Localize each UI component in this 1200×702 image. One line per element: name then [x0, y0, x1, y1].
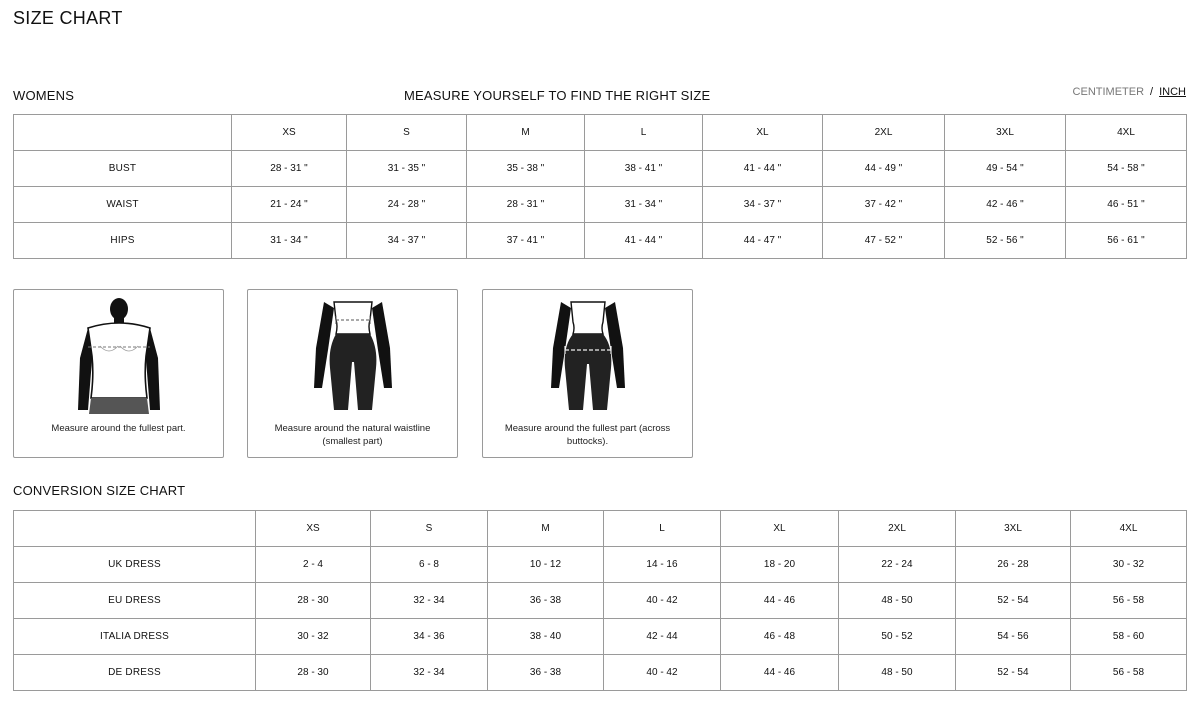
table-cell: 34 - 36 [371, 619, 488, 655]
table-cell: 40 - 42 [604, 583, 721, 619]
table-cell: 37 - 42 " [823, 187, 945, 223]
table-cell: 28 - 30 [256, 583, 371, 619]
table-cell: 44 - 49 " [823, 151, 945, 187]
table-cell: 18 - 20 [721, 547, 839, 583]
table-cell: 21 - 24 " [232, 187, 347, 223]
size-header: 4XL [1071, 511, 1187, 547]
unit-separator: / [1150, 86, 1154, 98]
table-row [14, 223, 1187, 259]
size-header: 2XL [839, 511, 956, 547]
table-cell: 52 - 56 " [945, 223, 1066, 259]
table-cell: 28 - 31 " [232, 151, 347, 187]
bust-measure-card [13, 289, 224, 458]
size-header: M [488, 511, 604, 547]
table-cell: 30 - 32 [256, 619, 371, 655]
waist-caption: Measure around the natural waistline (smallest part) [274, 423, 431, 447]
size-header: 2XL [823, 115, 945, 151]
size-header: L [585, 115, 703, 151]
table-cell: 52 - 54 [956, 655, 1071, 691]
table-cell: 46 - 51 " [1066, 187, 1187, 223]
unit-toggle [1073, 86, 1186, 98]
table-row [14, 619, 1187, 655]
page-title: SIZE CHART [13, 8, 123, 28]
conversion-section-label: CONVERSION SIZE CHART [13, 483, 186, 498]
table-cell: 47 - 52 " [823, 223, 945, 259]
table-row [14, 583, 1187, 619]
table-cell: 2 - 4 [256, 547, 371, 583]
hips-caption: Measure around the fullest part (across buttocks). [504, 423, 671, 447]
table-cell: 44 - 46 [721, 583, 839, 619]
table-header-row [14, 115, 1187, 151]
table-cell: 36 - 38 [488, 655, 604, 691]
waist-measure-card [247, 289, 458, 458]
table-cell: 14 - 16 [604, 547, 721, 583]
table-cell: 56 - 58 [1071, 655, 1187, 691]
table-cell: 58 - 60 [1071, 619, 1187, 655]
table-cell: 35 - 38 " [467, 151, 585, 187]
size-header: S [371, 511, 488, 547]
table-row [14, 547, 1187, 583]
womens-section-label: WOMENS [13, 88, 75, 103]
size-header: XL [721, 511, 839, 547]
table-cell: 49 - 54 " [945, 151, 1066, 187]
size-header: XS [256, 511, 371, 547]
table-cell: 56 - 61 " [1066, 223, 1187, 259]
table-cell: 48 - 50 [839, 655, 956, 691]
table-cell: 38 - 41 " [585, 151, 703, 187]
table-cell: 44 - 46 [721, 655, 839, 691]
row-label: EU DRESS [14, 583, 256, 619]
table-cell: 38 - 40 [488, 619, 604, 655]
womens-size-table [13, 114, 1187, 259]
header-corner-cell [14, 115, 232, 151]
size-header: 3XL [945, 115, 1066, 151]
table-cell: 32 - 34 [371, 583, 488, 619]
table-cell: 10 - 12 [488, 547, 604, 583]
table-cell: 52 - 54 [956, 583, 1071, 619]
table-cell: 31 - 34 " [232, 223, 347, 259]
row-label: ITALIA DRESS [14, 619, 256, 655]
table-cell: 32 - 34 [371, 655, 488, 691]
table-cell: 28 - 31 " [467, 187, 585, 223]
table-cell: 22 - 24 [839, 547, 956, 583]
table-cell: 54 - 58 " [1066, 151, 1187, 187]
table-cell: 42 - 46 " [945, 187, 1066, 223]
table-cell: 37 - 41 " [467, 223, 585, 259]
row-label: BUST [14, 151, 232, 187]
size-header: M [467, 115, 585, 151]
table-cell: 56 - 58 [1071, 583, 1187, 619]
table-cell: 30 - 32 [1071, 547, 1187, 583]
size-header: 4XL [1066, 115, 1187, 151]
table-cell: 42 - 44 [604, 619, 721, 655]
table-cell: 34 - 37 " [703, 187, 823, 223]
header-corner-cell [14, 511, 256, 547]
table-cell: 36 - 38 [488, 583, 604, 619]
table-cell: 41 - 44 " [703, 151, 823, 187]
table-cell: 48 - 50 [839, 583, 956, 619]
size-header: XL [703, 115, 823, 151]
hips-figure-illustration [543, 298, 633, 414]
table-cell: 44 - 47 " [703, 223, 823, 259]
table-cell: 54 - 56 [956, 619, 1071, 655]
row-label: HIPS [14, 223, 232, 259]
row-label: DE DRESS [14, 655, 256, 691]
conversion-size-table [13, 510, 1187, 691]
table-cell: 40 - 42 [604, 655, 721, 691]
size-header: 3XL [956, 511, 1071, 547]
measure-yourself-heading: MEASURE YOURSELF TO FIND THE RIGHT SIZE [404, 88, 711, 103]
table-row [14, 655, 1187, 691]
table-cell: 34 - 37 " [347, 223, 467, 259]
bust-figure-illustration [74, 298, 164, 414]
table-cell: 24 - 28 " [347, 187, 467, 223]
table-cell: 31 - 34 " [585, 187, 703, 223]
table-cell: 46 - 48 [721, 619, 839, 655]
row-label: WAIST [14, 187, 232, 223]
table-cell: 41 - 44 " [585, 223, 703, 259]
table-header-row [14, 511, 1187, 547]
size-header: L [604, 511, 721, 547]
bust-caption: Measure around the fullest part. [51, 423, 186, 434]
unit-centimeter-option[interactable]: CENTIMETER [1072, 86, 1145, 98]
table-cell: 31 - 35 " [347, 151, 467, 187]
table-cell: 26 - 28 [956, 547, 1071, 583]
unit-inch-option[interactable]: INCH [1159, 86, 1186, 98]
table-cell: 6 - 8 [371, 547, 488, 583]
size-header: XS [232, 115, 347, 151]
table-row [14, 187, 1187, 223]
row-label: UK DRESS [14, 547, 256, 583]
table-cell: 50 - 52 [839, 619, 956, 655]
hips-measure-card [482, 289, 693, 458]
size-header: S [347, 115, 467, 151]
table-cell: 28 - 30 [256, 655, 371, 691]
waist-figure-illustration [308, 298, 398, 414]
table-row [14, 151, 1187, 187]
